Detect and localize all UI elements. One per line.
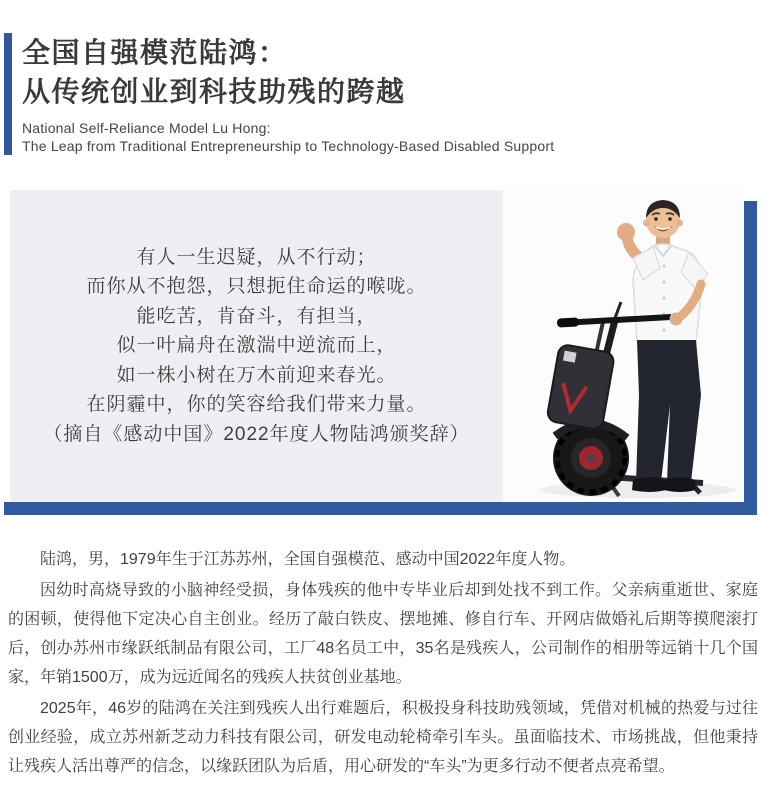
quote-section (0, 190, 766, 515)
poem-line-1: 有人一生迟疑，从不行动； (136, 246, 377, 268)
page-title-line1: 全国自强模范陆鸿： (22, 37, 288, 68)
accent-shadow-bottom (4, 502, 757, 515)
page-subtitle (22, 120, 554, 155)
photo-illustration (503, 190, 744, 502)
page-title (22, 33, 554, 111)
article-body (8, 545, 758, 781)
poem-line-5: 如一株小树在万木前迎来春光。 (116, 364, 397, 386)
page-subtitle-line1: National Self-Reliance Model Lu Hong: (22, 120, 271, 136)
quote-box (10, 190, 744, 502)
paragraph-entrepreneurship: 因幼时高烧导致的小脑神经受损，身体残疾的他中专毕业后却到处找不到工作。父亲病重逝世、家庭的困顿，使得他下定决心自主创业。经历了敲白铁皮、摆地摊、修自行车、开网店做婚礼后期等摸爬滚打后，创办苏州市缘跃纸制品有限公司，工厂48名员工中，35名是残疾人，公司制作的相册等远销十几个国家，年销1500万，成为远近闻名的残疾人扶贫创业基地。 (8, 582, 758, 686)
poem-source: （摘自《感动中国》2022年度人物陆鸿颁奖辞） (43, 423, 470, 445)
header (4, 33, 554, 155)
page-subtitle-line2: The Leap from Traditional Entrepreneurship to Technology-Based Disabled Support (22, 137, 555, 154)
paragraph-intro: 陆鸿，男，1979年生于江苏苏州，全国自强模范、感动中国2022年度人物。 (40, 551, 576, 568)
poem-line-3: 能吃苦，肯奋斗，有担当， (136, 305, 377, 327)
accent-shadow-right (744, 201, 757, 515)
photo-lu-hong (503, 190, 744, 502)
poem-line-4: 似一叶扁舟在激湍中逆流而上， (116, 335, 397, 357)
title-accent-bar (4, 33, 12, 155)
poem-line-2: 而你从不抱怨，只想扼住命运的喉咙。 (86, 276, 427, 298)
poem-line-6: 在阴霾中，你的笑容给我们带来力量。 (86, 394, 427, 416)
title-block (22, 33, 554, 155)
page-title-line2: 从传统创业到科技助残的跨越 (22, 76, 406, 107)
paragraph-technology: 2025年，46岁的陆鸿在关注到残疾人出行难题后，积极投身科技助残领域，凭借对机械的热爱与过往创业经验，成立苏州新芝动力科技有限公司，研发电动轮椅牵引车头。虽面临技术、市场挑战，但他秉持让残疾人活出尊严的信念，以缘跃团队为后盾，用心研发的“车头”为更多行动不便者点亮希望。 (8, 700, 758, 775)
award-citation (10, 190, 503, 502)
